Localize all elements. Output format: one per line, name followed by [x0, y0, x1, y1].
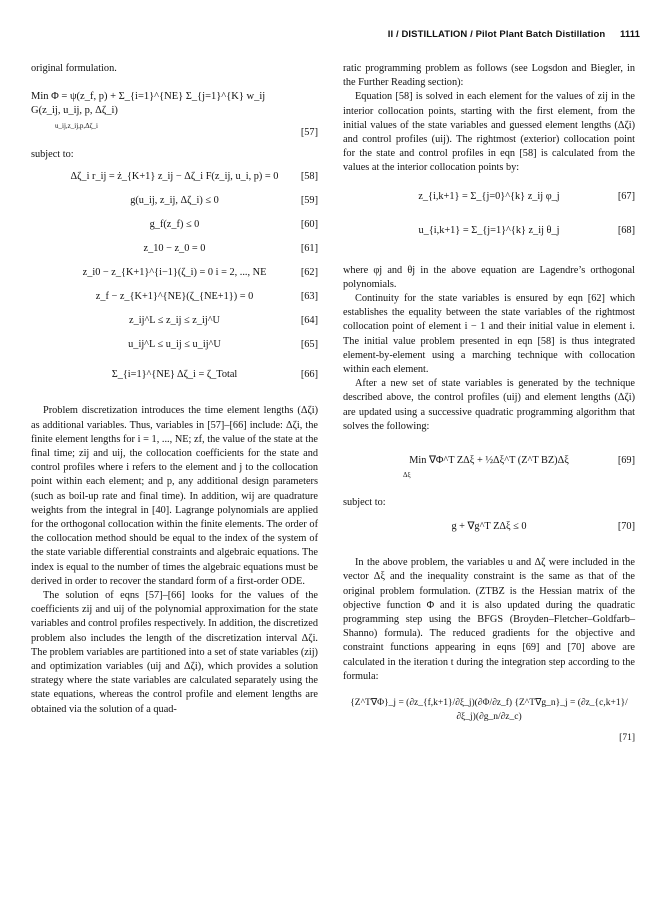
equation-57-number: [57]: [300, 127, 318, 139]
equation-70-body: g + ∇g^T ZΔξ ≤ 0: [451, 521, 527, 533]
equation-69-under: Δξ: [403, 471, 411, 480]
paragraph-hessian: In the above problem, the variables u and Δζ were included in the vector Δξ and the inequality constraint is the same as that of the original problem formulation. (ZTBZ is the Hessian matrix of the objective function Φ and it is also updated during the quadratic programming step using the BFGS (Broyden–Fletcher–Goldfarb–Shanno) formula). The reduced gradients for the objective and constraint functions appearing in eqns [69] and [70] above are calculated in the iteration t during the integration step according to the formula:: [343, 557, 635, 682]
equation-62-number: [62]: [300, 267, 318, 279]
equation-69-body: Min ∇Φ^T ZΔξ + ½Δξ^T (Z^T BZ)Δξ: [409, 455, 569, 467]
equation-61-body: z_10 − z_0 = 0: [143, 243, 206, 255]
equation-67-body: z_{i,k+1} = Σ_{j=0}^{k} z_ij φ_j: [418, 190, 560, 202]
paragraph-solution: The solution of eqns [57]–[66] looks for the values of the coefficients zij and uij of the polynomial approximation for the state variables and control profiles respectively. In addition, the discretized problem also includes the length of the discretization interval Δζi. The problem variables are partitioned into a set of state variables (zij) and optimization variables (uij and Δζi), which provides a solution strategy where the state variables are calculated separately using the state equations, whereas the control profile and element lengths are obtained via the solution of a quad-: [31, 590, 318, 715]
paragraph-eq58-solve: Equation [58] is solved in each element for the values of zij in the interior collocation points, starting with the first element, from the initial values of the state variables and guessed element lengths (Δζi) and control profiles (uij). The rightmost (exterior) collocation point for the state and control profiles in eqn [58] is calculated from the values at the interior collocation points by:: [343, 91, 635, 174]
equation-60-body: g_f(z_f) ≤ 0: [149, 219, 200, 231]
paragraph-polynomials: where φj and θj in the above equation are Lagendre’s orthogonal polynomials.: [343, 264, 635, 290]
constraint-list: [31, 170, 318, 400]
equation-66-body: Σ_{i=1}^{NE} Δζ_i = ζ_Total: [111, 369, 238, 381]
equation-60: [31, 218, 318, 242]
equation-68: [343, 224, 635, 264]
paragraph-qp-intro: ratic programming problem as follows (see Logsdon and Biegler, in the Further Reading section):: [343, 63, 635, 89]
equation-64-body: z_ij^L ≤ z_ij ≤ z_ij^U: [129, 315, 220, 327]
equation-62-body: z_i0 − z_{K+1}^{i−1}(ζ_i) = 0 i = 2, ..., NE: [82, 267, 267, 279]
equation-58: [31, 170, 318, 194]
equation-70-number: [70]: [617, 521, 635, 533]
equation-57-under: u_ij,z_ij,p,Δζ_i: [55, 121, 98, 130]
equation-58-body: Δζ_i r_ij = ż_{K+1} z_ij − Δζ_i F(z_ij, u_i, p) = 0: [70, 171, 279, 183]
equation-59-body: g(u_ij, z_ij, Δζ_i) ≤ 0: [130, 195, 219, 207]
equation-67-number: [67]: [617, 190, 635, 202]
equation-59-number: [59]: [300, 195, 318, 207]
header-title: II / DISTILLATION / Pilot Plant Batch Distillation: [387, 29, 606, 40]
equation-65: [31, 338, 318, 362]
equation-63-number: [63]: [300, 291, 318, 303]
paragraph-continuity: Continuity for the state variables is ensured by eqn [62] which establishes the equality between the state variables of the rightmost collocation point of element i − 1 and their initial value in element i. The initial value problem presented in eqn [58] is thus integrated element-by-element using a marching technique with collocation within each element.: [343, 293, 635, 376]
equation-68-number: [68]: [617, 224, 635, 236]
equation-69-number: [69]: [617, 455, 635, 467]
equation-67: [343, 190, 635, 224]
equation-71: [343, 696, 635, 743]
running-header: [388, 29, 640, 40]
equation-63-body: z_f − z_{K+1}^{NE}(ζ_{NE+1}) = 0: [95, 291, 254, 303]
left-column: [31, 62, 318, 717]
equation-57: [31, 86, 318, 142]
equation-64: [31, 314, 318, 338]
equation-68-body: u_{i,k+1} = Σ_{j=1}^{k} z_ij θ_j: [418, 224, 560, 236]
equation-71-number: [71]: [619, 732, 635, 743]
equation-66: [31, 362, 318, 400]
equation-63: [31, 290, 318, 314]
intro-text: original formulation.: [31, 63, 117, 74]
paragraph-discretization: Problem discretization introduces the time element lengths (Δζi) as additional variables. Thus, variables in [57]–[66] include: Δζi, the finite element lengths for i = 1, ..., NE; zf, the value of the state at the final time; zij and uij, the collocation coefficients for the state and control profiles where i refers to the element and j to the collocation point within each element; and p, any additional design parameters (such as boil-up rate and final time). In addition, wij are quadrature weights from the integral in [40]. Lagrange polynomials are applied for the orthogonal collocation within the finite elements. The order of the collocation method should be equal to the index of the system of the state variable differential constraints and algebraic equations. The index is equal to the number of times the algebraic equations must be derived in order to recover the standard form of a first-order ODE.: [31, 405, 318, 587]
equation-66-number: [66]: [300, 369, 318, 381]
paragraph-sqp: After a new set of state variables is generated by the technique described above, the control profiles (uij) and element lengths (Δζi) are updated using a successive quadratic programming algorithm that solves the following:: [343, 378, 635, 432]
equation-64-number: [64]: [300, 315, 318, 327]
equation-62: [31, 266, 318, 290]
right-column: [343, 62, 635, 743]
equation-61: [31, 242, 318, 266]
equation-70: [343, 520, 635, 556]
equation-65-body: u_ij^L ≤ u_ij ≤ u_ij^U: [128, 339, 221, 351]
equation-57-body: Min Φ = ψ(z_f, p) + Σ_{i=1}^{NE} Σ_{j=1}^{K} w_ij G(z_ij, u_ij, p, Δζ_i): [31, 91, 266, 117]
page-number: 1111: [620, 29, 640, 40]
equation-65-number: [65]: [300, 339, 318, 351]
equation-60-number: [60]: [300, 219, 318, 231]
subject-to-label: subject to:: [31, 149, 74, 161]
equation-61-number: [61]: [300, 243, 318, 255]
equation-71-body: {Z^T∇Φ}_j = (∂z_{f,k+1}/∂ξ_j)(∂Φ/∂z_f) {Z^T∇g_n}_j = (∂z_{c,k+1}/∂ξ_j)(∂g_n/∂z_c): [350, 698, 628, 723]
equation-59: [31, 194, 318, 218]
subject-to-label-right: subject to:: [343, 497, 386, 509]
equation-69: [343, 454, 635, 496]
equation-58-number: [58]: [300, 171, 318, 183]
